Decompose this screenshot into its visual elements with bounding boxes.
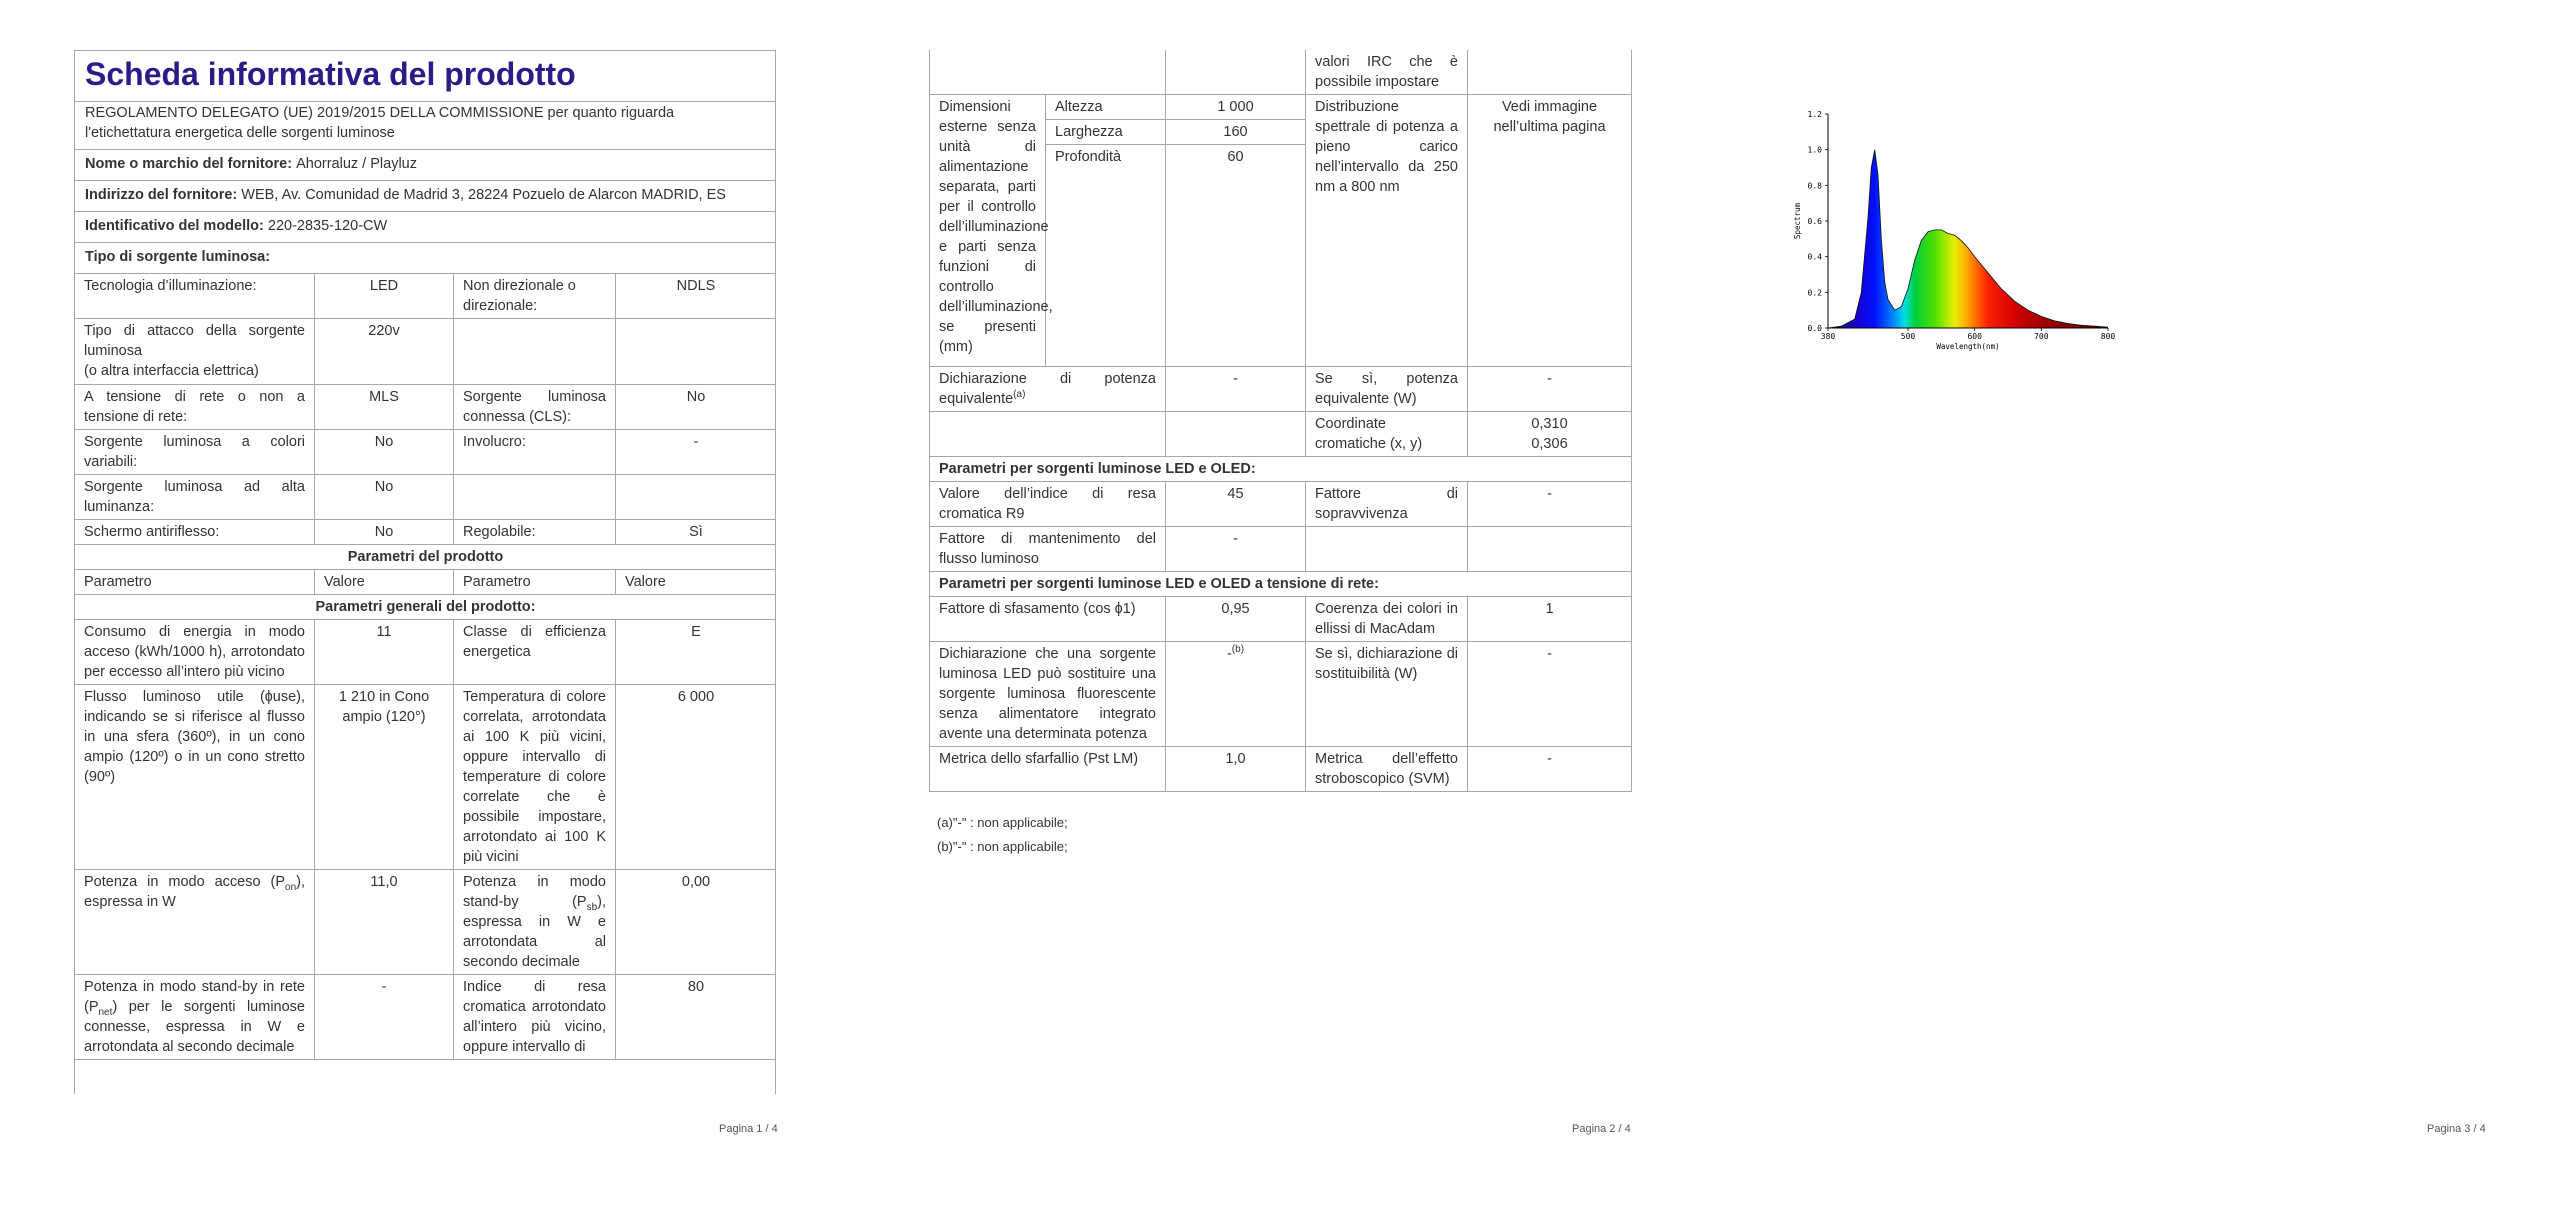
table-row xyxy=(75,595,777,620)
tech-value: LED xyxy=(315,274,454,319)
y-tick-label: 1.2 xyxy=(1807,110,1822,119)
y-tick-label: 1.0 xyxy=(1807,145,1822,155)
led-mains-params-heading: Parametri per sorgenti luminose LED e OLED a tensione di rete: xyxy=(930,572,1632,597)
maint-value: - xyxy=(1166,527,1306,572)
replace-value: -$^{(b)}$ xyxy=(1166,642,1306,747)
cct-label: Temperatura di colore correlata, arrotondata ai 100 K più vicini, oppure intervallo di temperature di colore correlate che è possibile impostare, arrotondato ai 100 K più vicini xyxy=(454,685,616,870)
chroma-label: Coordinate cromatiche (x, y) xyxy=(1306,412,1468,457)
regulation-line-1: REGOLAMENTO DELEGATO (UE) 2019/2015 DELLA COMMISSIONE per quanto riguarda xyxy=(85,105,675,121)
footnote-a: (a)"-" : non applicabile; xyxy=(937,815,1068,830)
x-tick-label: 600 xyxy=(1967,332,1982,341)
col-value-header: Valore xyxy=(315,570,454,595)
dimmable-label: Regolabile: xyxy=(454,520,616,545)
width-value: 160 xyxy=(1166,120,1306,145)
address-row xyxy=(85,185,726,205)
cos-value: 0,95 xyxy=(1166,597,1306,642)
colour-label: Sorgente luminosa a colori variabili: xyxy=(75,430,315,475)
pnet-label: Potenza in modo stand-by in rete $(P_{net})$ per le sorgenti luminose connesse, espressa in W e arrotondata al secondo decimale xyxy=(75,975,315,1060)
class-value: E xyxy=(616,620,777,685)
spectrum-area xyxy=(1828,150,2108,328)
table-row xyxy=(75,319,777,385)
cct-value: 6 000 xyxy=(616,685,777,870)
model-row xyxy=(85,216,387,236)
y-axis-label: Spectrum xyxy=(1793,202,1802,240)
width-label: Larghezza xyxy=(1046,120,1166,145)
supplier-row xyxy=(85,154,417,174)
model-value: 220-2835-120-CW xyxy=(267,218,388,234)
cap-label-line-1: Tipo di attacco della sorgente luminosa xyxy=(84,323,305,359)
macadam-label: Coerenza dei colori in ellissi di MacAdam xyxy=(1306,597,1468,642)
product-parameters-table xyxy=(74,273,776,1060)
table-row xyxy=(75,520,777,545)
spd-value: Vedi immagine nell’ultima pagina xyxy=(1468,95,1632,367)
page-1 xyxy=(0,0,853,1206)
mains-value: MLS xyxy=(315,385,454,430)
cri-value: 80 xyxy=(616,975,777,1060)
divider xyxy=(75,211,775,212)
equiv-w-label: Se sì, potenza equivalente (W) xyxy=(1306,367,1468,412)
table-row xyxy=(75,620,777,685)
svm-label: Metrica dell’effetto stroboscopico (SVM) xyxy=(1306,747,1468,792)
dir-label: Non direzionale o direzionale: xyxy=(454,274,616,319)
table-row xyxy=(930,50,1632,95)
x-tick-label: 800 xyxy=(2100,332,2116,341)
glare-value: No xyxy=(315,520,454,545)
dimmable-value: Sì xyxy=(616,520,777,545)
dims-label: Dimensioni esterne senza unità di alimentazione separata, parti per il controllo dell’illuminazione e parti senza funzioni di controllo dell’illuminazione, se presenti (mm) xyxy=(930,95,1046,367)
x-tick-label: 500 xyxy=(1900,332,1916,341)
x-axis-label: Wavelength(nm) xyxy=(1936,342,2000,351)
table-row xyxy=(75,385,777,430)
product-sheet-container xyxy=(74,50,776,1094)
table-row xyxy=(930,527,1632,572)
table-row xyxy=(930,597,1632,642)
y-tick-label: 0.4 xyxy=(1807,252,1822,262)
envelope-label: Involucro: xyxy=(454,430,616,475)
pon-value: 11,0 xyxy=(315,870,454,975)
height-label: Altezza xyxy=(1046,95,1166,120)
survival-label: Fattore di sopravvivenza xyxy=(1306,482,1468,527)
cos-label: Fattore di sfasamento (cos ɸ1) xyxy=(930,597,1166,642)
equiv-value: - xyxy=(1166,367,1306,412)
chroma-value: 0,310 0,306 xyxy=(1468,412,1632,457)
footnote-b: (b)"-" : non applicabile; xyxy=(937,839,1068,854)
energy-label: Consumo di energia in modo acceso (kWh/1000 h), arrotondato per eccesso all’intero più vicino xyxy=(75,620,315,685)
cap-label-line-2: (o altra interfaccia elettrica) xyxy=(84,363,259,379)
pnet-value: - xyxy=(315,975,454,1060)
page-3 xyxy=(1706,0,2559,1206)
spectral-distribution-chart xyxy=(1788,100,2148,360)
table-row xyxy=(930,572,1632,597)
maint-label: Fattore di mantenimento del flusso luminoso xyxy=(930,527,1166,572)
page-2 xyxy=(853,0,1706,1206)
supplier-value: Ahorraluz / Playluz xyxy=(296,156,417,172)
model-label: Identificativo del modello: xyxy=(85,218,264,234)
cap-value: 220v xyxy=(315,319,454,385)
dir-value: NDLS xyxy=(616,274,777,319)
hlls-label: Sorgente luminosa ad alta luminanza: xyxy=(75,475,315,520)
regulation-line-2: l'etichettatura energetica delle sorgenti luminose xyxy=(85,125,395,141)
depth-label: Profondità xyxy=(1046,145,1166,367)
psb-value: 0,00 xyxy=(616,870,777,975)
table-row xyxy=(930,367,1632,412)
page-number: Pagina 2 / 4 xyxy=(1572,1123,1631,1135)
x-tick-label: 380 xyxy=(1820,332,1836,341)
envelope-value: - xyxy=(616,430,777,475)
table-row xyxy=(75,545,777,570)
macadam-value: 1 xyxy=(1468,597,1632,642)
y-tick-label: 0.0 xyxy=(1807,324,1822,333)
table-row xyxy=(930,747,1632,792)
divider xyxy=(75,149,775,150)
mains-label: A tensione di rete o non a tensione di rete: xyxy=(75,385,315,430)
x-tick-label: 700 xyxy=(2034,332,2049,341)
class-label: Classe di efficienza energetica xyxy=(454,620,616,685)
equiv-label: Dichiarazione di potenza equivalente$^{(a)}$ xyxy=(930,367,1166,412)
spd-label: Distribuzione spettrale di potenza a pieno carico nell’intervallo da 250 nm a 800 nm xyxy=(1306,95,1468,367)
source-type-heading: Tipo di sorgente luminosa: xyxy=(85,249,271,265)
table-row xyxy=(75,685,777,870)
y-tick-label: 0.6 xyxy=(1807,217,1822,226)
divider xyxy=(75,242,775,243)
r9-value: 45 xyxy=(1166,482,1306,527)
product-parameters-table-cont xyxy=(929,50,1632,792)
cri-label: Indice di resa cromatica arrotondato all’intero più vicino, oppure intervallo di xyxy=(454,975,616,1060)
divider xyxy=(75,180,775,181)
y-tick-label: 0.2 xyxy=(1807,288,1822,298)
table-row xyxy=(75,975,777,1060)
replace-w-label: Se sì, dichiarazione di sostituibilità (W) xyxy=(1306,642,1468,747)
table-row xyxy=(75,870,777,975)
replace-w-value: - xyxy=(1468,642,1632,747)
replace-label: Dichiarazione che una sorgente luminosa LED può sostituire una sorgente luminosa fluorescente senza alimentatore integrato avente una determinata potenza xyxy=(930,642,1166,747)
table-row xyxy=(930,482,1632,527)
svm-value: - xyxy=(1468,747,1632,792)
cls-value: No xyxy=(616,385,777,430)
document-title: Scheda informativa del prodotto xyxy=(85,56,576,92)
cls-label: Sorgente luminosa connessa (CLS): xyxy=(454,385,616,430)
page-number: Pagina 1 / 4 xyxy=(719,1123,778,1135)
table-row xyxy=(75,274,777,319)
table-row xyxy=(930,642,1632,747)
pon-label: Potenza in modo acceso $(P_{on})$, espressa in W xyxy=(75,870,315,975)
psb-label: Potenza in modo stand-by $(P_{sb})$, espressa in W e arrotondata al secondo decimale xyxy=(454,870,616,975)
flux-value: 1 210 in Cono ampio (120°) xyxy=(315,685,454,870)
cri-label-cont: valori IRC che è possibile impostare xyxy=(1306,50,1468,95)
supplier-label: Nome o marchio del fornitore: xyxy=(85,156,293,172)
table-row xyxy=(75,430,777,475)
glare-label: Schermo antiriflesso: xyxy=(75,520,315,545)
table-row xyxy=(930,95,1632,120)
energy-value: 11 xyxy=(315,620,454,685)
flicker-value: 1,0 xyxy=(1166,747,1306,792)
survival-value: - xyxy=(1468,482,1632,527)
divider xyxy=(75,101,775,102)
table-row xyxy=(930,412,1632,457)
y-tick-label: 0.8 xyxy=(1807,181,1822,191)
hlls-value: No xyxy=(315,475,454,520)
col-param-header: Parametro xyxy=(454,570,616,595)
page-number: Pagina 3 / 4 xyxy=(2427,1123,2486,1135)
flicker-label: Metrica dello sfarfallio (Pst LM) xyxy=(930,747,1166,792)
equiv-w-value: - xyxy=(1468,367,1632,412)
address-label: Indirizzo del fornitore: xyxy=(85,187,238,203)
table-row xyxy=(75,475,777,520)
table-row xyxy=(75,570,777,595)
height-value: 1 000 xyxy=(1166,95,1306,120)
flux-label: Flusso luminoso utile (ɸuse), indicando se si riferisce al flusso in una sfera (360º), in un cono ampio (120º) o in un cono stretto (90º) xyxy=(75,685,315,870)
r9-label: Valore dell’indice di resa cromatica R9 xyxy=(930,482,1166,527)
tech-label: Tecnologia d’illuminazione: xyxy=(75,274,315,319)
col-value-header: Valore xyxy=(616,570,777,595)
general-params-heading: Parametri generali del prodotto: xyxy=(75,595,777,620)
col-param-header: Parametro xyxy=(75,570,315,595)
colour-value: No xyxy=(315,430,454,475)
product-params-heading: Parametri del prodotto xyxy=(75,545,777,570)
table-row xyxy=(930,457,1632,482)
cap-label xyxy=(75,319,315,385)
depth-value: 60 xyxy=(1166,145,1306,367)
led-params-heading: Parametri per sorgenti luminose LED e OLED: xyxy=(930,457,1632,482)
address-value: WEB, Av. Comunidad de Madrid 3, 28224 Pozuelo de Alarcon MADRID, ES xyxy=(241,187,726,203)
